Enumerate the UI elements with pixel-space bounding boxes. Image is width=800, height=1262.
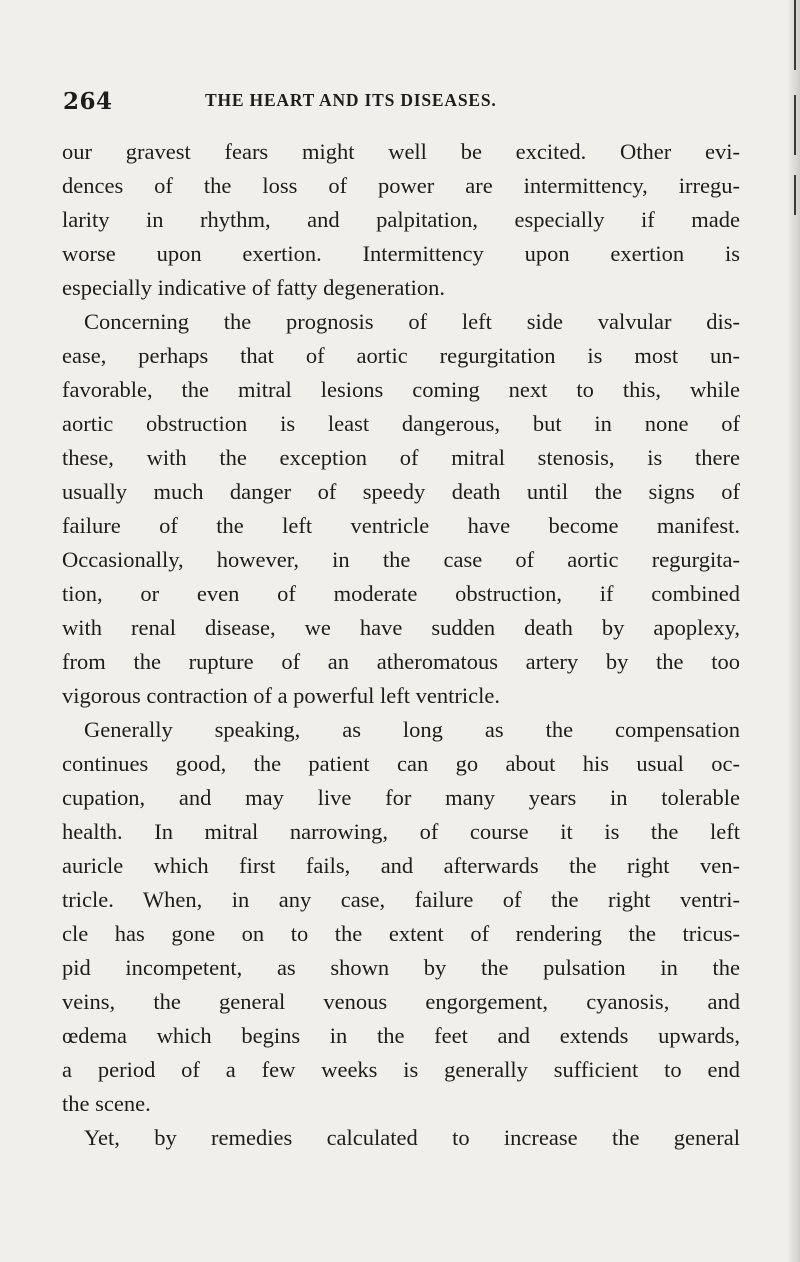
edge-mark xyxy=(794,0,796,70)
page-number: 264 xyxy=(63,88,113,115)
text-line: Occasionally, however, in the case of aortic regurgita- xyxy=(62,547,740,572)
text-line: from the rupture of an atheromatous artery by the too xyxy=(62,649,740,674)
text-line: veins, the general venous engorgement, cyanosis, and xyxy=(62,989,740,1014)
text-line: especially indicative of fatty degeneration. xyxy=(62,275,445,300)
edge-mark xyxy=(794,95,796,155)
text-line: aortic obstruction is least dangerous, but in none of xyxy=(62,411,740,436)
text-line: Yet, by remedies calculated to increase the general xyxy=(84,1125,740,1150)
text-line: usually much danger of speedy death until the signs of xyxy=(62,479,740,504)
text-line: cupation, and may live for many years in tolerable xyxy=(62,785,740,810)
body-text xyxy=(62,135,740,1155)
text-line: pid incompetent, as shown by the pulsation in the xyxy=(62,955,740,980)
text-line: favorable, the mitral lesions coming next to this, while xyxy=(62,377,740,402)
text-line: the scene. xyxy=(62,1091,151,1116)
text-line: ease, perhaps that of aortic regurgitation is most un- xyxy=(62,343,740,368)
page-header xyxy=(63,88,743,118)
text-line: Concerning the prognosis of left side valvular dis- xyxy=(84,309,740,334)
text-line: vigorous contraction of a powerful left ventricle. xyxy=(62,683,500,708)
text-line: these, with the exception of mitral stenosis, is there xyxy=(62,445,740,470)
text-line: our gravest fears might well be excited. Other evi- xyxy=(62,139,740,164)
text-line: Generally speaking, as long as the compensation xyxy=(84,717,740,742)
text-line: œdema which begins in the feet and extends upwards, xyxy=(62,1023,740,1048)
running-title: THE HEART AND ITS DISEASES. xyxy=(205,90,497,110)
text-line: a period of a few weeks is generally sufficient to end xyxy=(62,1057,740,1082)
text-line: health. In mitral narrowing, of course it is the left xyxy=(62,819,740,844)
text-line: cle has gone on to the extent of rendering the tricus- xyxy=(62,921,740,946)
text-line: worse upon exertion. Intermittency upon exertion is xyxy=(62,241,740,266)
edge-mark xyxy=(794,175,796,215)
text-line: larity in rhythm, and palpitation, especially if made xyxy=(62,207,740,232)
text-line: with renal disease, we have sudden death by apoplexy, xyxy=(62,615,740,640)
page-edge xyxy=(788,0,800,1262)
text-line: tricle. When, in any case, failure of the right ventri- xyxy=(62,887,740,912)
text-line: continues good, the patient can go about his usual oc- xyxy=(62,751,740,776)
text-line: tion, or even of moderate obstruction, if combined xyxy=(62,581,740,606)
text-line: auricle which first fails, and afterwards the right ven- xyxy=(62,853,740,878)
text-line: dences of the loss of power are intermittency, irregu- xyxy=(62,173,740,198)
text-line: failure of the left ventricle have become manifest. xyxy=(62,513,740,538)
